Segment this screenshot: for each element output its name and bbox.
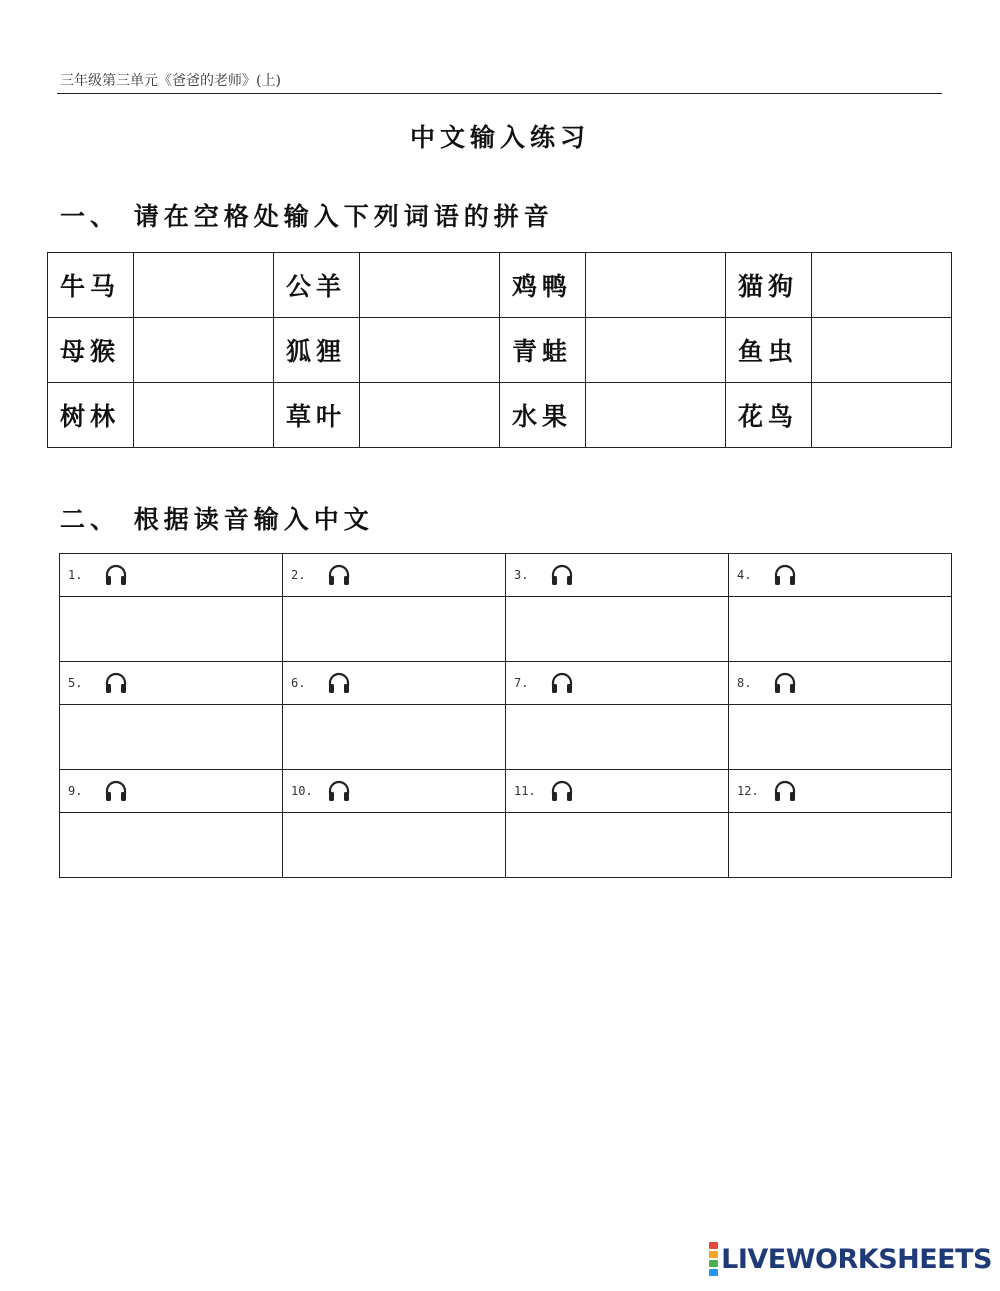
answer-input-cell[interactable] <box>60 813 283 878</box>
audio-item <box>729 770 952 813</box>
logo-block <box>709 1242 718 1249</box>
item-number: 3. <box>514 568 529 582</box>
word-cell: 草叶 <box>274 383 360 448</box>
answer-input-cell[interactable] <box>283 597 506 662</box>
item-number: 12. <box>737 784 759 798</box>
pinyin-input-cell[interactable] <box>812 383 952 448</box>
audio-item <box>729 554 952 597</box>
pinyin-input-cell[interactable] <box>586 318 726 383</box>
table-row <box>60 813 952 878</box>
logo-block <box>709 1251 718 1258</box>
answer-input-cell[interactable] <box>60 597 283 662</box>
headphone-icon[interactable] <box>327 672 351 694</box>
table-row <box>60 662 952 705</box>
header-divider <box>57 93 942 94</box>
item-number: 11. <box>514 784 536 798</box>
word-cell: 树林 <box>48 383 134 448</box>
answer-input-cell[interactable] <box>729 705 952 770</box>
word-cell: 水果 <box>500 383 586 448</box>
word-cell: 鸡鸭 <box>500 253 586 318</box>
logo-block <box>709 1260 718 1267</box>
liveworksheets-logo <box>709 1241 992 1277</box>
headphone-icon[interactable] <box>773 672 797 694</box>
headphone-icon[interactable] <box>327 564 351 586</box>
headphone-icon[interactable] <box>550 564 574 586</box>
item-number: 8. <box>737 676 752 690</box>
audio-item <box>506 554 729 597</box>
pinyin-input-cell[interactable] <box>134 383 274 448</box>
table-row <box>60 554 952 597</box>
pinyin-table <box>47 252 952 448</box>
word-cell: 公羊 <box>274 253 360 318</box>
audio-dictation-table <box>59 553 952 878</box>
table-row <box>48 383 952 448</box>
word-cell: 青蛙 <box>500 318 586 383</box>
word-cell: 母猴 <box>48 318 134 383</box>
audio-item <box>283 554 506 597</box>
worksheet-header: 三年级第三单元《爸爸的老师》(上) <box>60 73 281 89</box>
answer-input-cell[interactable] <box>729 813 952 878</box>
table-row <box>48 253 952 318</box>
audio-item <box>729 662 952 705</box>
headphone-icon[interactable] <box>104 780 128 802</box>
table-row <box>60 705 952 770</box>
audio-item <box>60 554 283 597</box>
headphone-icon[interactable] <box>773 780 797 802</box>
audio-item <box>506 662 729 705</box>
audio-item <box>283 770 506 813</box>
item-number: 9. <box>68 784 83 798</box>
pinyin-input-cell[interactable] <box>360 253 500 318</box>
audio-item <box>506 770 729 813</box>
word-cell: 牛马 <box>48 253 134 318</box>
table-row <box>60 770 952 813</box>
headphone-icon[interactable] <box>550 780 574 802</box>
section-2-title: 二、 根据读音输入中文 <box>60 505 374 534</box>
pinyin-input-cell[interactable] <box>812 253 952 318</box>
audio-item <box>60 662 283 705</box>
section-1-title: 一、 请在空格处输入下列词语的拼音 <box>60 202 554 231</box>
headphone-icon[interactable] <box>773 564 797 586</box>
item-number: 7. <box>514 676 529 690</box>
answer-input-cell[interactable] <box>283 705 506 770</box>
pinyin-input-cell[interactable] <box>360 383 500 448</box>
word-cell: 狐狸 <box>274 318 360 383</box>
word-cell: 鱼虫 <box>726 318 812 383</box>
headphone-icon[interactable] <box>104 564 128 586</box>
word-cell: 猫狗 <box>726 253 812 318</box>
item-number: 4. <box>737 568 752 582</box>
item-number: 6. <box>291 676 306 690</box>
logo-block <box>709 1269 718 1276</box>
headphone-icon[interactable] <box>550 672 574 694</box>
item-number: 2. <box>291 568 306 582</box>
audio-item <box>283 662 506 705</box>
logo-mark-icon <box>709 1241 718 1277</box>
word-cell: 花鸟 <box>726 383 812 448</box>
answer-input-cell[interactable] <box>506 813 729 878</box>
item-number: 10. <box>291 784 313 798</box>
logo-text: LIVEWORKSHEETS <box>721 1243 992 1275</box>
page-title: 中文输入练习 <box>409 123 590 152</box>
pinyin-input-cell[interactable] <box>134 318 274 383</box>
table-row <box>60 597 952 662</box>
pinyin-input-cell[interactable] <box>360 318 500 383</box>
answer-input-cell[interactable] <box>506 597 729 662</box>
pinyin-input-cell[interactable] <box>134 253 274 318</box>
item-number: 5. <box>68 676 83 690</box>
pinyin-input-cell[interactable] <box>586 383 726 448</box>
audio-item <box>60 770 283 813</box>
answer-input-cell[interactable] <box>729 597 952 662</box>
table-row <box>48 318 952 383</box>
headphone-icon[interactable] <box>104 672 128 694</box>
headphone-icon[interactable] <box>327 780 351 802</box>
item-number: 1. <box>68 568 83 582</box>
pinyin-input-cell[interactable] <box>586 253 726 318</box>
pinyin-input-cell[interactable] <box>812 318 952 383</box>
answer-input-cell[interactable] <box>283 813 506 878</box>
answer-input-cell[interactable] <box>60 705 283 770</box>
answer-input-cell[interactable] <box>506 705 729 770</box>
